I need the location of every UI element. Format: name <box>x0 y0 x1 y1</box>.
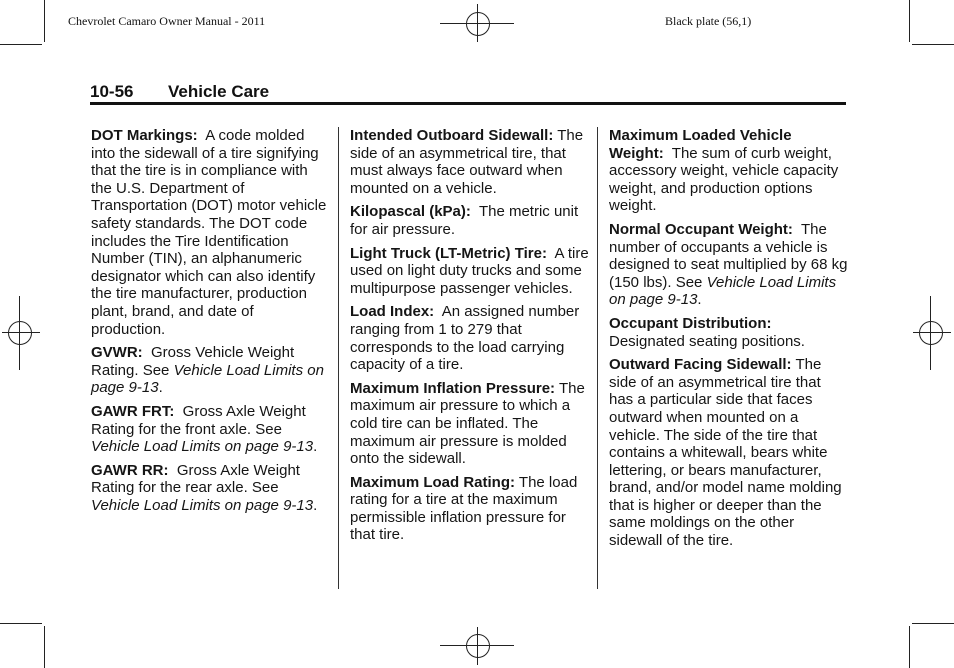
registration-line <box>913 332 951 333</box>
registration-line <box>930 296 931 370</box>
registration-mark <box>466 634 490 658</box>
running-header: Chevrolet Camaro Owner Manual - 2011 <box>68 14 266 28</box>
term: Maximum Loaded Vehicle Weight: <box>609 127 792 162</box>
registration-line <box>477 627 478 665</box>
definition-text: Gross Axle Weight Rating for the front axle. See <box>91 402 306 438</box>
definition-text: Gross Vehicle Weight Rating. See <box>91 344 295 379</box>
definition-text: The number of occupants a vehicle is designed to seat multiplied by 68 kg (150 lbs). See <box>609 220 848 291</box>
cross-reference-link[interactable]: Vehicle Load Limits on page 9-13 <box>609 273 837 309</box>
cross-reference-link[interactable]: Vehicle Load Limits on page 9-13 <box>91 496 314 514</box>
definition-text: An assigned number ranging from 1 to 279 that corresponds to the load carrying capacity of a tire. <box>350 303 580 374</box>
section-heading <box>90 82 269 102</box>
registration-mark <box>919 321 943 345</box>
definition-text: The load rating for a tire at the maximum permissible inflation pressure for that tire. <box>350 473 578 544</box>
column-1 <box>91 127 327 520</box>
definition-load-index <box>350 303 590 373</box>
section-title: Vehicle Care <box>168 82 270 101</box>
term: GAWR RR: <box>91 461 169 479</box>
definition-kilopascal <box>350 203 590 238</box>
crop-mark <box>912 44 954 45</box>
definition-outward-facing-sidewall <box>609 356 849 550</box>
cross-reference-link[interactable]: Vehicle Load Limits on page 9-13 <box>91 438 314 456</box>
registration-line <box>19 296 20 370</box>
definition-maximum-load-rating <box>350 474 590 544</box>
definition-text: A code molded into the sidewall of a tire signifying that the tire is in compliance with the U.S. Department of Transportation (DOT) motor vehicle safety standards. The DOT code includes the Tire Identification Number (TIN), an alphanumeric designator which can also identify the tire manufacturer, production plant, brand, and date of production. <box>91 127 327 338</box>
crop-mark <box>0 623 42 624</box>
definition-text: The side of an asymmetrical tire that has a particular side that faces outward when mounted on a vehicle. The side of the tire that contains a whitewall, bears white lettering, or bears manufacturer, brand, and/or model name molding that is higher or deeper than the same moldings on the other sidewall of the tire. <box>609 356 842 550</box>
definition-text: The metric unit for air pressure. <box>350 203 579 238</box>
definition-intended-outboard-sidewall <box>350 127 590 197</box>
term: Intended Outboard Sidewall: <box>350 127 554 144</box>
registration-mark <box>8 321 32 345</box>
definition-text: Gross Axle Weight Rating for the rear axle. See <box>91 461 300 497</box>
definition-text: A tire used on light duty trucks and some multipurpose passenger vehicles. <box>350 244 589 297</box>
crop-mark <box>912 623 954 624</box>
column-3 <box>609 127 849 556</box>
crop-mark <box>909 0 910 42</box>
term: Maximum Inflation Pressure: <box>350 379 556 397</box>
definition-gvwr: GVWR: Gross Vehicle Weight Rating. See Vehicle Load Limits on page 9-13. <box>91 344 324 397</box>
definition-gawr-frt: GAWR FRT: Gross Axle Weight Rating for the front axle. See Vehicle Load Limits on page 9-13. <box>91 402 318 456</box>
definition-text: The side of an asymmetrical tire, that must always face outward when mounted on a vehicle. <box>350 127 584 197</box>
term: GAWR FRT: <box>91 402 175 420</box>
term: GVWR: <box>91 344 143 362</box>
definition-dot-markings <box>91 127 327 338</box>
definition-gawr-rr: GAWR RR: Gross Axle Weight Rating for the rear axle. See Vehicle Load Limits on page 9-13. <box>91 461 318 514</box>
definition-text: The maximum air pressure to which a cold tire can be inflated. The maximum air pressure is molded onto the sidewall. <box>350 379 585 468</box>
page-number: 10-56 <box>90 82 134 101</box>
definition-light-truck-tire <box>350 245 590 298</box>
header-rule <box>90 102 846 105</box>
term: Maximum Load Rating: <box>350 473 516 491</box>
crop-mark <box>44 0 45 42</box>
cross-reference-link[interactable]: Vehicle Load Limits on page 9-13 <box>91 361 324 397</box>
registration-line <box>2 332 40 333</box>
definition-text: The sum of curb weight, accessory weight, vehicle capacity weight, and production options weight. <box>609 144 839 215</box>
registration-line <box>477 4 478 42</box>
definition-maximum-loaded-vehicle-weight <box>609 127 849 215</box>
term: Occupant Distribution: <box>609 314 772 332</box>
plate-label: Black plate (56,1) <box>665 14 752 28</box>
term: Normal Occupant Weight: <box>609 220 793 238</box>
column-divider <box>338 127 339 589</box>
definition-maximum-inflation-pressure <box>350 380 590 468</box>
crop-mark <box>909 626 910 668</box>
definition-text: Designated seating positions. <box>609 332 805 350</box>
definition-normal-occupant-weight: Normal Occupant Weight: The number of occupants a vehicle is designed to seat multiplied by 68 kg (150 lbs). See Vehicle Load Limits on page 9-13. <box>609 220 848 309</box>
term: Load Index: <box>350 303 435 321</box>
column-divider <box>597 127 598 589</box>
term: Light Truck (LT-Metric) Tire: <box>350 244 547 262</box>
term: DOT Markings: <box>91 127 198 144</box>
term: Kilopascal (kPa): <box>350 203 471 221</box>
term: Outward Facing Sidewall: <box>609 356 792 374</box>
crop-mark <box>0 44 42 45</box>
definition-occupant-distribution <box>609 315 849 350</box>
column-2 <box>350 127 590 550</box>
crop-mark <box>44 626 45 668</box>
registration-mark <box>466 12 490 36</box>
